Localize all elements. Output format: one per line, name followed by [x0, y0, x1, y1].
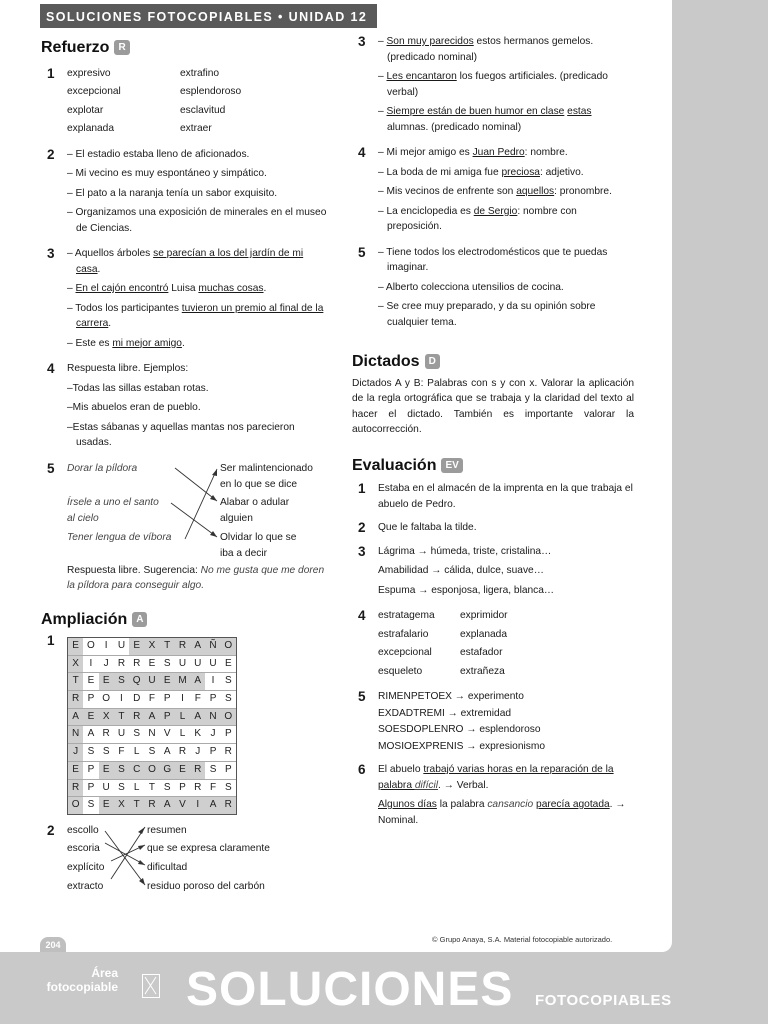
grid-row [68, 656, 236, 674]
list-item: –Todas las sillas estaban rotas. [67, 382, 209, 394]
grid-cell: E [83, 709, 98, 726]
grid-cell: O [221, 638, 236, 655]
grid-cell: A [190, 709, 205, 726]
ampliacion-badge: A [132, 612, 147, 627]
refuerzo-ex3: 3 – Aquellos árboles se parecían a los del jardín de mi casa. – En el cajón encontró Luisa muchas cosas. – Todos los participantes tuvieron un premio al final de la carrera. – Este es mi mejor amigo. [41, 246, 327, 355]
grid-cell: S [114, 762, 129, 779]
grid-cell: P [87, 693, 95, 705]
grid-cell: A [87, 728, 95, 740]
refuerzo-heading: Refuerzo R [41, 40, 327, 56]
grid-cell: R [102, 728, 110, 740]
grid-cell: I [181, 693, 184, 705]
grid-cell: F [118, 746, 125, 758]
list-item: esplendoroso [180, 86, 242, 97]
ampliacion-heading: Ampliación A [41, 612, 327, 628]
grid-cell: Q [129, 673, 144, 690]
grid-cell: T [68, 673, 83, 690]
list-item: estrafalario [378, 628, 429, 640]
list-item: expresivo [67, 67, 111, 79]
grid-cell: E [148, 657, 156, 669]
grid-cell: N [205, 709, 220, 726]
evaluacion-badge: EV [441, 458, 462, 473]
grid-row [68, 673, 236, 691]
grid-cell: X [68, 656, 83, 673]
grid-cell: S [133, 728, 141, 740]
list-item: RIMENPETOEX → experimento [378, 691, 524, 702]
list-item: – En el cajón encontró Luisa muchas cosas. [67, 283, 267, 294]
left-column [41, 40, 327, 895]
list-item: estratagema [378, 610, 435, 621]
list-item: SOESDOPLENRO → esplendoroso [378, 724, 541, 735]
refuerzo-ex1: 1 expresivo extrafino excepcional esplendoroso explotar esclavitud explanada extraer [41, 66, 327, 137]
grid-cell: A [144, 709, 159, 726]
list-item: – La enciclopedia es de Sergio: nombre con preposición. [378, 205, 577, 232]
list-item: explanada [67, 123, 115, 134]
grid-cell: R [68, 780, 83, 797]
list-item: exprimidor [460, 610, 508, 621]
grid-cell: P [160, 709, 175, 726]
grid-cell: V [163, 728, 171, 740]
grid-cell: I [190, 797, 205, 814]
grid-cell: A [68, 709, 83, 726]
word-search-grid [67, 637, 237, 815]
grid-cell: S [163, 657, 171, 669]
grid-cell: U [102, 781, 110, 793]
grid-cell: O [102, 693, 111, 705]
grid-cell: N [68, 726, 83, 743]
refuerzo-ex3-right: 3 – Son muy parecidos estos hermanos gemelos. (predicado nominal) – Les encantaron los fuegos artificiales. (predicado verbal) – Siempre están de buen humor en clase estas alumnas. (predicado nominal) [352, 34, 634, 139]
grid-cell: F [209, 781, 217, 793]
grid-cell: S [224, 675, 232, 687]
grid-cell: T [114, 709, 129, 726]
grid-cell: R [129, 709, 144, 726]
grid-cell: S [209, 763, 217, 775]
evaluacion-ex2: 2 Que le faltaba la tilde. [358, 520, 477, 535]
list-item: – Este es mi mejor amigo. [67, 337, 185, 349]
evaluacion-ex5: 5 RIMENPETOEX → experimento EXDADTREMI → extremidad SOESDOPLENRO → esplendoroso MOSIOEXPRENIS → expresionismo [352, 689, 634, 754]
grid-cell: R [117, 657, 126, 669]
list-item: extraer [180, 123, 212, 134]
grid-cell: M [175, 673, 190, 690]
grid-cell: U [117, 728, 126, 740]
grid-cell: R [190, 762, 205, 779]
grid-cell: S [224, 693, 232, 705]
list-item: –Mis abuelos eran de pueblo. [67, 402, 201, 413]
evaluacion-ex6: 6 El abuelo trabajó varias horas en la reparación de la palabra difícil. → Verbal. Algunos días la palabra cansancio parecía agotada. → Nominal. [352, 762, 634, 828]
grid-cell: S [114, 673, 129, 690]
list-item: extrafino [180, 67, 220, 79]
grid-cell: E [68, 638, 83, 655]
list-item: EXDADTREMI → extremidad [378, 707, 512, 719]
list-item: excepcional [378, 647, 432, 658]
grid-cell: U [144, 673, 159, 690]
grid-cell: A [190, 673, 205, 690]
grid-cell: O [144, 762, 159, 779]
grid-cell: E [87, 675, 95, 687]
grid-cell: N [148, 728, 156, 740]
page-number: 204 [40, 937, 66, 952]
grid-cell: O [87, 640, 95, 651]
grid-cell: L [133, 746, 140, 758]
definition-matching: escollo escoria explícito extracto resumen que se expresa claramente dificultad residuo poroso del carbón [67, 823, 327, 895]
grid-cell: P [224, 728, 232, 740]
grid-cell: U [194, 657, 202, 669]
list-item: – Mi mejor amigo es Juan Pedro: nombre. [378, 147, 568, 158]
grid-row [68, 744, 236, 762]
grid-cell: S [87, 799, 95, 811]
grid-cell: R [178, 746, 187, 758]
refuerzo-ex5: 5 Dorar la píldora Írsele a uno el santo al cielo Tener lengua de víbora Ser malintencionado en lo que se dice Alabar o adular alguien Olvidar lo que se iba a decir Respuesta libre. Sugerencia: No me gusta que me doren la píldora para conseguir algo. [41, 461, 327, 594]
grid-cell: A [190, 638, 205, 655]
grid-cell: T [160, 638, 175, 655]
list-item: Espuma → esponjosa, ligera, blanca… [378, 584, 555, 596]
grid-cell: Ñ [205, 638, 220, 655]
grid-cell: S [163, 781, 171, 793]
grid-cell: S [102, 746, 110, 758]
grid-cell: E [68, 762, 83, 779]
grid-cell: E [175, 762, 190, 779]
grid-cell: E [224, 657, 232, 669]
grid-cell: G [160, 762, 175, 779]
grid-cell: T [148, 781, 156, 793]
evaluacion-ex1: 1 Estaba en el almacén de la imprenta en la que trabaja el abuelo de Pedro. [358, 481, 633, 510]
grid-cell: J [210, 728, 216, 740]
grid-cell: J [195, 746, 201, 758]
grid-cell: R [221, 797, 236, 814]
word-list [378, 608, 634, 679]
grid-cell: A [163, 746, 171, 758]
list-item: estafador [460, 647, 503, 658]
list-item: extrañeza [460, 665, 505, 677]
grid-cell: R [144, 797, 159, 814]
grid-row [68, 797, 236, 814]
refuerzo-badge: R [114, 40, 129, 55]
grid-cell: U [209, 657, 217, 669]
area-fotocopiable-label: Área fotocopiable [46, 966, 118, 994]
grid-cell: V [175, 797, 190, 814]
grid-cell: F [148, 693, 156, 705]
footer-title: SOLUCIONES [186, 963, 514, 1016]
grid-cell: P [209, 693, 217, 705]
list-item: – Siempre están de buen humor en clase estas alumnas. (predicado nominal) [378, 106, 592, 133]
list-item: – El estadio estaba lleno de aficionados. [67, 148, 250, 160]
list-item: –Estas sábanas y aquellas mantas nos parecieron usadas. [67, 421, 295, 448]
grid-cell: P [224, 763, 232, 775]
dictados-badge: D [425, 354, 440, 369]
copyright-notice: © Grupo Anaya, S.A. Material fotocopiable autorizado. [432, 935, 613, 944]
list-item: explanada [460, 628, 508, 640]
refuerzo-ex2: 2 – El estadio estaba lleno de aficionados. – Mi vecino es muy espontáneo y simpático. – El pato a la naranja tenía un sabor exquisito. – Organizamos una exposición de minerales en el museo de Ciencias. [41, 147, 327, 241]
list-item: – Tiene todos los electrodomésticos que te puedas imaginar. [378, 246, 608, 273]
list-item: Amabilidad → cálida, dulce, suave… [378, 565, 544, 576]
grid-cell: O [68, 797, 83, 814]
list-item: – Todos los participantes tuvieron un premio al final de la carrera. [67, 302, 324, 329]
list-item: – El pato a la naranja tenía un sabor exquisito. [67, 187, 278, 199]
list-item: – Organizamos una exposición de minerales en el museo de Ciencias. [67, 207, 327, 234]
grid-cell: E [99, 797, 114, 814]
grid-row [68, 709, 236, 727]
list-item: – Son muy parecidos estos hermanos gemelos. (predicado nominal) [378, 36, 594, 63]
grid-cell: E [160, 673, 175, 690]
right-column [352, 34, 634, 828]
evaluacion-ex4: 4 estratagema exprimidor estrafalario explanada excepcional estafador esqueleto extrañeza [352, 608, 634, 679]
grid-cell: S [118, 781, 125, 793]
grid-cell: P [87, 763, 95, 775]
grid-cell: S [224, 781, 232, 793]
grid-cell: R [175, 638, 190, 655]
grid-cell: J [103, 657, 109, 669]
evaluacion-heading: Evaluación EV [352, 458, 634, 474]
grid-cell: L [175, 709, 190, 726]
grid-cell: X [99, 709, 114, 726]
grid-cell: O [221, 709, 236, 726]
list-item: El abuelo trabajó varias horas en la reparación de la palabra difícil. → Verbal. [378, 764, 614, 791]
dictados-text: Dictados A y B: Palabras con s y con x. Valorar la aplicación de la regla ortográfica que se trabaja y la claridad del texto al hacer el dictado. También es importante valorar la autocorrección. [352, 377, 634, 435]
evaluacion-ex3: 3 Lágrima → húmeda, triste, cristalina… Amabilidad → cálida, dulce, suave… Espuma → esponjosa, ligera, blanca… [352, 544, 634, 599]
list-item: excepcional [67, 86, 121, 97]
unit-header: SOLUCIONES FOTOCOPIABLES • UNIDAD 12 [40, 4, 377, 28]
list-item: – Mis vecinos de enfrente son aquellos: pronombre. [378, 186, 612, 197]
list-item: Lágrima → húmeda, triste, cristalina… [378, 545, 552, 557]
grid-cell: P [179, 781, 186, 793]
refuerzo-ex4: 4 Respuesta libre. Ejemplos: –Todas las sillas estaban rotas. –Mis abuelos eran de pueblo. –Estas sábanas y aquellas mantas nos parecieron usadas. [41, 361, 327, 455]
grid-row [68, 762, 236, 780]
list-item: Algunos días la palabra cansancio parecía agotada. → Nominal. [378, 799, 626, 826]
grid-cell: R [68, 691, 83, 708]
list-item: – Les encantaron los fuegos artificiales. (predicado verbal) [378, 71, 608, 98]
grid-cell: X [114, 797, 129, 814]
grid-cell: I [211, 675, 215, 687]
grid-cell: L [179, 728, 186, 740]
list-item: – Se cree muy preparado, y da su opinión sobre cualquier tema. [378, 301, 596, 328]
grid-cell: L [133, 781, 140, 793]
grid-cell: E [129, 638, 144, 655]
grid-cell: C [129, 762, 144, 779]
grid-cell: R [224, 746, 232, 758]
grid-cell: I [104, 640, 108, 651]
refuerzo-ex4-right: 4 – Mi mejor amigo es Juan Pedro: nombre. – La boda de mi amiga fue preciosa: adjetivo. – Mis vecinos de enfrente son aquellos: pronombre. – La enciclopedia es de Sergio: nombre con preposición. [352, 145, 634, 239]
grid-row [68, 691, 236, 709]
grid-cell: R [133, 657, 141, 669]
grid-cell: I [89, 657, 93, 669]
list-item: – Mi vecino es muy espontáneo y simpático. [67, 168, 267, 179]
list-item: MOSIOEXPRENIS → expresionismo [378, 740, 546, 752]
idiom-matching: Dorar la píldora Írsele a uno el santo al cielo Tener lengua de víbora Ser malintencionado en lo que se dice Alabar o adular alguien Olvidar lo que se iba a decir [67, 461, 327, 563]
grid-cell: P [87, 781, 95, 793]
grid-cell: E [99, 673, 114, 690]
grid-cell: A [160, 797, 175, 814]
grid-cell: E [99, 762, 114, 779]
footer-subtitle: FOTOCOPIABLES [535, 992, 672, 1009]
grid-cell: I [120, 693, 123, 705]
word-list [67, 66, 327, 137]
grid-cell: S [148, 746, 156, 758]
list-item: explotar [67, 104, 104, 116]
answer-text: Respuesta libre. Sugerencia: No me gusta que me doren la píldora para conseguir algo. [67, 564, 325, 591]
photocopy-icon [142, 974, 160, 998]
grid-cell: P [163, 693, 171, 705]
grid-cell: U [117, 640, 126, 651]
ampliacion-ex2: 2 escollo escoria explícito extracto resumen que se expresa claramente dificultad residuo poroso del carbón [41, 823, 327, 895]
grid-cell: T [129, 797, 144, 814]
grid-cell: A [205, 797, 220, 814]
grid-row [68, 726, 236, 744]
grid-cell: D [133, 693, 141, 705]
dictados-heading: Dictados D [352, 354, 634, 370]
list-item: esqueleto [378, 665, 423, 677]
list-item: – Alberto colecciona utensilios de cocina. [378, 281, 564, 293]
ampliacion-ex1: 1 E O I U E X T R A Ñ O X I J R R E S U U U E T E E S Q U E M A I S R P O I D F P I F P S A E X T R A P L A N O N A R U S N V L K J P J S S F L S A R J P R E P E S C O G E R S P R P U S L T S P R F S O S E X T R A V I A R [41, 633, 327, 815]
grid-row [68, 780, 236, 798]
grid-cell: X [144, 638, 159, 655]
grid-row [68, 638, 236, 656]
grid-cell: F [194, 693, 201, 705]
grid-cell: R [194, 781, 202, 793]
grid-cell: U [178, 657, 187, 669]
list-item: esclavitud [180, 104, 226, 116]
grid-cell: P [209, 746, 217, 758]
grid-cell: S [87, 746, 95, 758]
grid-cell: J [68, 744, 83, 761]
grid-cell: K [194, 728, 202, 740]
list-item: – La boda de mi amiga fue preciosa: adjetivo. [378, 166, 584, 178]
list-item: – Aquellos árboles se parecían a los del jardín de mi casa. [67, 248, 304, 275]
refuerzo-ex5-right: 5 – Tiene todos los electrodomésticos que te puedas imaginar. – Alberto colecciona utensilios de cocina. – Se cree muy preparado, y da su opinión sobre cualquier tema. [352, 245, 634, 335]
